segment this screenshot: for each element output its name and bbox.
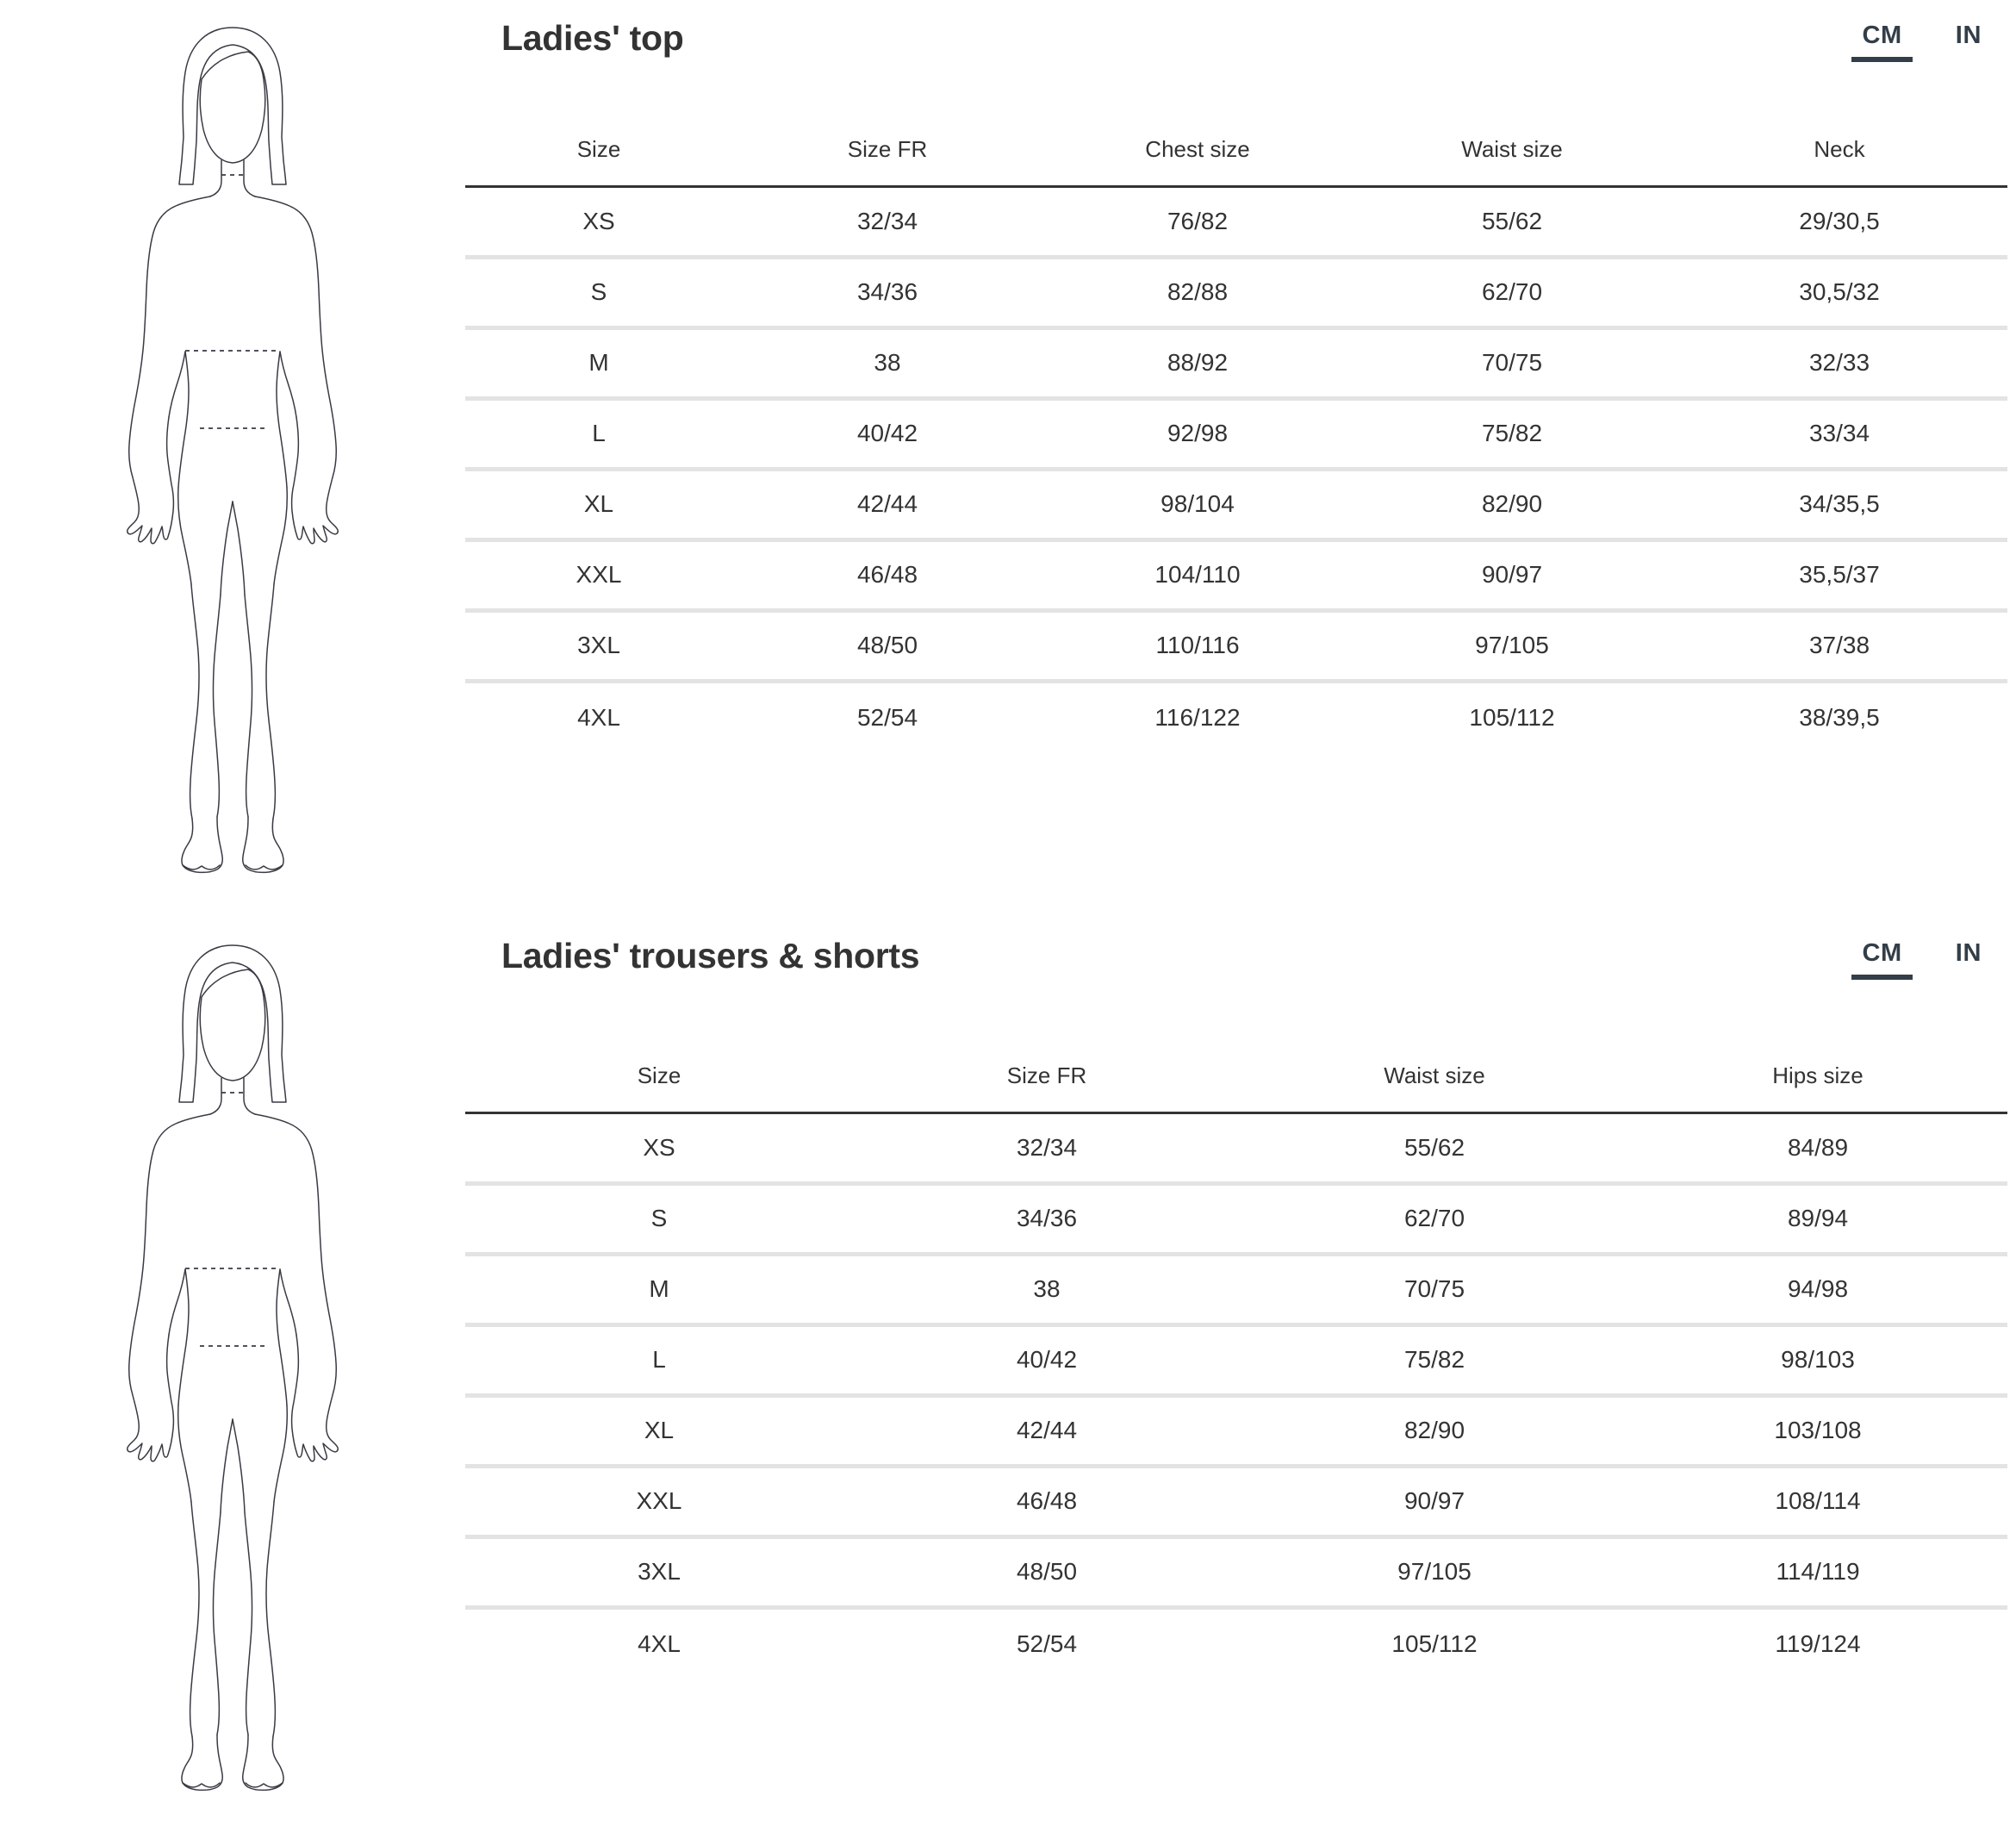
cell-size: S bbox=[650, 1205, 668, 1232]
cell-hips-size: 103/108 bbox=[1774, 1417, 1862, 1444]
cell-size: L bbox=[592, 420, 606, 447]
cell-waist-size: 55/62 bbox=[1481, 207, 1543, 234]
unit-tab-cm-1[interactable]: CM bbox=[1858, 22, 1905, 62]
cell-size: 4XL bbox=[577, 703, 620, 731]
unit-tab-in-2[interactable]: IN bbox=[1952, 940, 1985, 980]
column-header-hips-size: Hips size bbox=[1772, 1062, 1864, 1088]
cell-size: 4XL bbox=[638, 1629, 681, 1657]
cell-size-fr: 38 bbox=[874, 349, 901, 377]
cell-size-fr: 42/44 bbox=[1016, 1417, 1078, 1444]
cell-size: XXL bbox=[576, 561, 622, 589]
cell-waist-size: 70/75 bbox=[1481, 349, 1543, 377]
table-header-row bbox=[465, 1062, 2007, 1113]
cell-size-fr: 52/54 bbox=[856, 703, 918, 731]
table-row bbox=[465, 1254, 2007, 1324]
table-row bbox=[465, 327, 2007, 398]
cell-neck: 30,5/32 bbox=[1799, 278, 1880, 306]
cell-chest-size: 76/82 bbox=[1167, 207, 1229, 234]
figure-column-2 bbox=[0, 918, 465, 1796]
cell-waist-size: 82/90 bbox=[1403, 1417, 1465, 1444]
cell-waist-size: 90/97 bbox=[1481, 561, 1543, 589]
table-header-2 bbox=[465, 1062, 2007, 1113]
column-header-size: Size bbox=[576, 135, 621, 162]
cell-waist-size: 90/97 bbox=[1403, 1487, 1465, 1515]
column-header-waist-size: Waist size bbox=[1461, 135, 1563, 162]
unit-toggle-1 bbox=[1858, 19, 2000, 62]
cell-size: 3XL bbox=[638, 1558, 681, 1586]
cell-neck: 38/39,5 bbox=[1799, 703, 1880, 731]
size-table-ladies-trousers-shorts bbox=[465, 1062, 2007, 1679]
cell-size-fr: 32/34 bbox=[1016, 1133, 1078, 1161]
cell-size-fr: 34/36 bbox=[856, 278, 918, 306]
table-row bbox=[465, 257, 2007, 327]
table-header-row bbox=[465, 136, 2007, 187]
measure-line-group bbox=[185, 175, 280, 428]
cell-hips-size: 119/124 bbox=[1775, 1629, 1861, 1657]
cell-waist-size: 62/70 bbox=[1481, 278, 1543, 306]
cell-size: M bbox=[649, 1275, 669, 1303]
cell-waist-size: 70/75 bbox=[1403, 1275, 1465, 1303]
cell-neck: 33/34 bbox=[1808, 420, 1870, 447]
table-row bbox=[465, 1466, 2007, 1536]
cell-hips-size: 108/114 bbox=[1775, 1487, 1861, 1515]
cell-hips-size: 94/98 bbox=[1787, 1275, 1849, 1303]
cell-size-fr: 38 bbox=[1033, 1275, 1061, 1303]
cell-neck: 29/30,5 bbox=[1799, 207, 1880, 234]
cell-waist-size: 105/112 bbox=[1391, 1629, 1478, 1657]
table-row bbox=[465, 469, 2007, 539]
cell-neck: 32/33 bbox=[1808, 349, 1870, 377]
table-body-1 bbox=[465, 186, 2007, 751]
cell-hips-size: 114/119 bbox=[1776, 1558, 1860, 1586]
table-row bbox=[465, 610, 2007, 681]
cell-size: S bbox=[590, 278, 607, 306]
female-body-outline-figure-2 bbox=[103, 930, 362, 1796]
cell-size-fr: 40/42 bbox=[856, 420, 918, 447]
table-row bbox=[465, 1607, 2007, 1678]
cell-size-fr: 52/54 bbox=[1016, 1629, 1078, 1657]
cell-size-fr: 46/48 bbox=[856, 561, 918, 589]
cell-chest-size: 88/92 bbox=[1167, 349, 1229, 377]
cell-chest-size: 92/98 bbox=[1167, 420, 1229, 447]
cell-size: XS bbox=[582, 207, 615, 234]
cell-neck: 35,5/37 bbox=[1799, 561, 1880, 589]
figure-column-1 bbox=[0, 0, 465, 878]
cell-size: XXL bbox=[636, 1487, 682, 1515]
cell-size: M bbox=[588, 349, 609, 377]
table-row bbox=[465, 1324, 2007, 1395]
cell-hips-size: 98/103 bbox=[1781, 1346, 1855, 1374]
cell-size-fr: 48/50 bbox=[1016, 1558, 1078, 1586]
cell-waist-size: 105/112 bbox=[1469, 703, 1555, 731]
cell-size: 3XL bbox=[577, 632, 620, 659]
cell-waist-size: 82/90 bbox=[1481, 490, 1543, 518]
column-header-size-fr: Size FR bbox=[847, 135, 928, 162]
cell-size-fr: 32/34 bbox=[856, 207, 918, 234]
page-title-ladies-top: Ladies' top bbox=[501, 18, 684, 58]
cell-chest-size: 104/110 bbox=[1154, 561, 1241, 589]
cell-waist-size: 75/82 bbox=[1481, 420, 1543, 447]
cell-size-fr: 46/48 bbox=[1016, 1487, 1078, 1515]
cell-chest-size: 116/122 bbox=[1154, 703, 1241, 731]
unit-tab-cm-2[interactable]: CM bbox=[1858, 940, 1905, 980]
cell-size-fr: 40/42 bbox=[1016, 1346, 1078, 1374]
female-body-outline-figure-1 bbox=[103, 12, 362, 878]
cell-size: XL bbox=[644, 1417, 675, 1444]
column-header-chest-size: Chest size bbox=[1145, 135, 1250, 162]
unit-toggle-2 bbox=[1858, 937, 2000, 980]
cell-chest-size: 98/104 bbox=[1160, 490, 1235, 518]
page-title-ladies-trousers-shorts: Ladies' trousers & shorts bbox=[501, 936, 920, 975]
cell-chest-size: 110/116 bbox=[1155, 632, 1240, 659]
cell-waist-size: 97/105 bbox=[1397, 1558, 1472, 1586]
cell-waist-size: 97/105 bbox=[1475, 632, 1549, 659]
cell-size: XL bbox=[583, 490, 614, 518]
section-header-2 bbox=[465, 918, 2007, 980]
table-row bbox=[465, 1395, 2007, 1466]
table-row bbox=[465, 681, 2007, 751]
table-header-1 bbox=[465, 136, 2007, 187]
measure-line-group bbox=[185, 1093, 280, 1346]
column-header-neck: Neck bbox=[1814, 135, 1865, 162]
cell-size-fr: 42/44 bbox=[856, 490, 918, 518]
column-header-waist-size: Waist size bbox=[1384, 1062, 1485, 1088]
cell-size: XS bbox=[643, 1133, 675, 1161]
cell-size-fr: 48/50 bbox=[856, 632, 918, 659]
table-row bbox=[465, 186, 2007, 257]
table-row bbox=[465, 398, 2007, 469]
content-column-2 bbox=[465, 918, 2016, 1678]
column-header-size-fr: Size FR bbox=[1006, 1062, 1087, 1088]
cell-hips-size: 89/94 bbox=[1787, 1205, 1849, 1232]
table-body-2 bbox=[465, 1112, 2007, 1678]
cell-chest-size: 82/88 bbox=[1167, 278, 1229, 306]
cell-size: L bbox=[652, 1346, 666, 1374]
table-row bbox=[465, 1536, 2007, 1607]
table-row bbox=[465, 1183, 2007, 1254]
size-section-ladies-trousers-shorts bbox=[0, 918, 2016, 1832]
cell-waist-size: 55/62 bbox=[1403, 1133, 1465, 1161]
cell-neck: 34/35,5 bbox=[1799, 490, 1880, 518]
size-table-ladies-top bbox=[465, 136, 2007, 752]
cell-size-fr: 34/36 bbox=[1016, 1205, 1078, 1232]
table-row bbox=[465, 539, 2007, 610]
cell-waist-size: 62/70 bbox=[1403, 1205, 1465, 1232]
section-header-1 bbox=[465, 0, 2007, 62]
unit-tab-in-1[interactable]: IN bbox=[1952, 22, 1985, 62]
cell-waist-size: 75/82 bbox=[1403, 1346, 1465, 1374]
table-row bbox=[465, 1112, 2007, 1183]
column-header-size: Size bbox=[637, 1062, 681, 1088]
cell-hips-size: 84/89 bbox=[1787, 1133, 1849, 1161]
cell-neck: 37/38 bbox=[1808, 632, 1870, 659]
content-column-1 bbox=[465, 0, 2016, 751]
